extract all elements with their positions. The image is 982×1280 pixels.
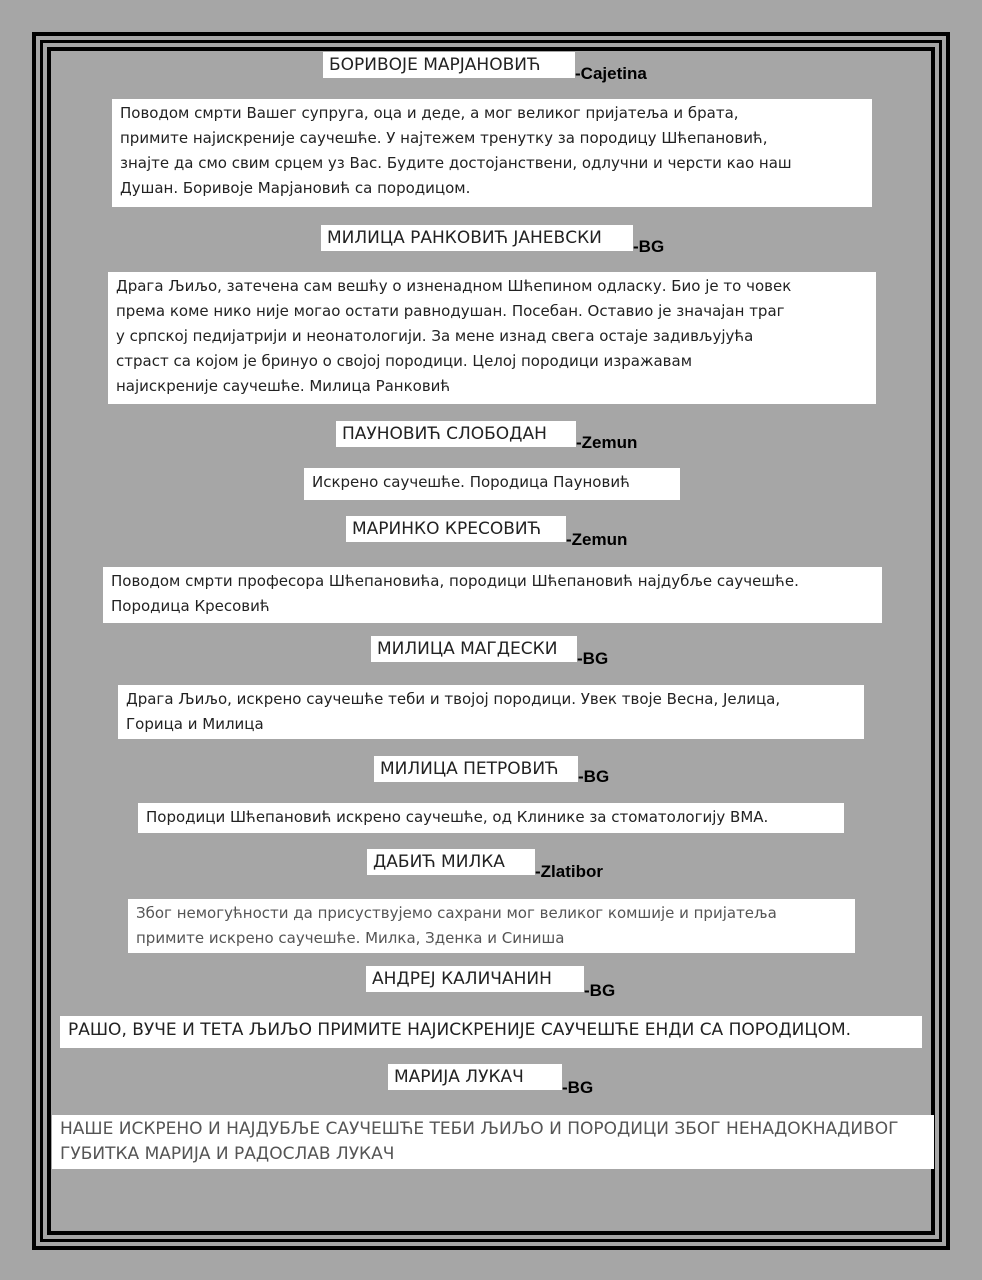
sender-name: МАРИЈА ЛУКАЧ: [388, 1064, 562, 1090]
sender-name: МИЛИЦА МАГДЕСКИ: [371, 636, 577, 662]
sender-name: АНДРЕЈ КАЛИЧАНИН: [366, 966, 584, 992]
message-line: страст са којом је бринуо о својој породици. Целој породици изражавам: [116, 352, 693, 370]
condolence-message: [128, 899, 855, 953]
message-line: у српској педијатрији и неонатологији. За мене изнад свега остаје задивљујућа: [116, 327, 754, 345]
message-line: примите најискреније саучешће. У најтежем тренутку за породицу Шћепановић,: [120, 129, 768, 147]
message-line: Поводом смрти професора Шћепановића, породици Шћепановић најдубље саучешће.: [111, 572, 799, 590]
condolence-message: [112, 99, 872, 207]
message-line: примите искрено саучешће. Милка, Зденка и Синиша: [136, 929, 565, 947]
sender-city: -Cajetina: [575, 64, 647, 83]
message-line: Породица Кресовић: [111, 597, 270, 615]
sender-name: МИЛИЦА РАНКОВИЋ ЈАНЕВСКИ: [321, 225, 633, 251]
message-line: НАШЕ ИСКРЕНО И НАЈДУБЉЕ САУЧЕШЋЕ ТЕБИ ЉИЉО И ПОРОДИЦИ ЗБОГ НЕНАДОКНАДИВОГ: [60, 1119, 899, 1139]
sender-city: -BG: [562, 1078, 594, 1097]
message-line: Драга Љиљо, искрено саучешће теби и твојој породици. Увек твоје Весна, Јелица,: [126, 690, 781, 708]
message-line: Душан. Боривоје Марјановић са породицом.: [120, 179, 471, 197]
condolence-message: [138, 803, 844, 833]
sender-city: -Zlatibor: [535, 862, 603, 881]
message-line: Поводом смрти Вашег супруга, оца и деде, а мог великог пријатеља и брата,: [120, 104, 739, 122]
message-line: Због немогућности да присуствујемо сахрани мог великог комшије и пријатеља: [136, 904, 777, 922]
message-line: знајте да смо свим срцем уз Вас. Будите достојанствени, одлучни и черсти као наш: [120, 154, 792, 172]
condolence-message: [60, 1016, 922, 1048]
condolence-message: [108, 272, 876, 404]
message-line: најискреније саучешће. Милица Ранковић: [116, 377, 451, 395]
sender-name: ДАБИЋ МИЛКА: [367, 849, 535, 875]
message-line: према коме нико није могао остати равнодушан. Посебан. Оставио је значајан траг: [116, 302, 785, 320]
condolence-message: [103, 567, 882, 623]
message-line: Искрено саучешће. Породица Пауновић: [312, 473, 630, 491]
sender-city: -Zemun: [576, 433, 638, 452]
condolence-message: [118, 685, 864, 739]
sender-name: ПАУНОВИЋ СЛОБОДАН: [336, 421, 576, 447]
message-line: РАШО, ВУЧЕ И ТЕТА ЉИЉО ПРИМИТЕ НАЈИСКРЕНИЈЕ САУЧЕШЋЕ ЕНДИ СА ПОРОДИЦОМ.: [68, 1020, 852, 1040]
condolence-message: [52, 1115, 934, 1169]
sender-city: -BG: [584, 981, 616, 1000]
sender-name: МИЛИЦА ПЕТРОВИЋ: [374, 756, 578, 782]
sender-name: БОРИВОЈЕ МАРЈАНОВИЋ: [323, 52, 575, 78]
message-line: Драга Љиљо, затечена сам вешћу о изненадном Шћепином одласку. Био је то човек: [116, 277, 792, 295]
sender-city: -Zemun: [566, 530, 628, 549]
sender-city: -BG: [578, 767, 610, 786]
sender-name: МАРИНКО КРЕСОВИЋ: [346, 516, 566, 542]
sender-city: -BG: [577, 649, 609, 668]
message-line: Породици Шћепановић искрено саучешће, од Клинике за стоматологију ВМА.: [146, 808, 769, 826]
sender-city: -BG: [633, 237, 665, 256]
message-line: ГУБИТКА МАРИЈА И РАДОСЛАВ ЛУКАЧ: [60, 1144, 395, 1164]
condolence-message: [304, 468, 680, 500]
message-line: Горица и Милица: [126, 715, 264, 733]
